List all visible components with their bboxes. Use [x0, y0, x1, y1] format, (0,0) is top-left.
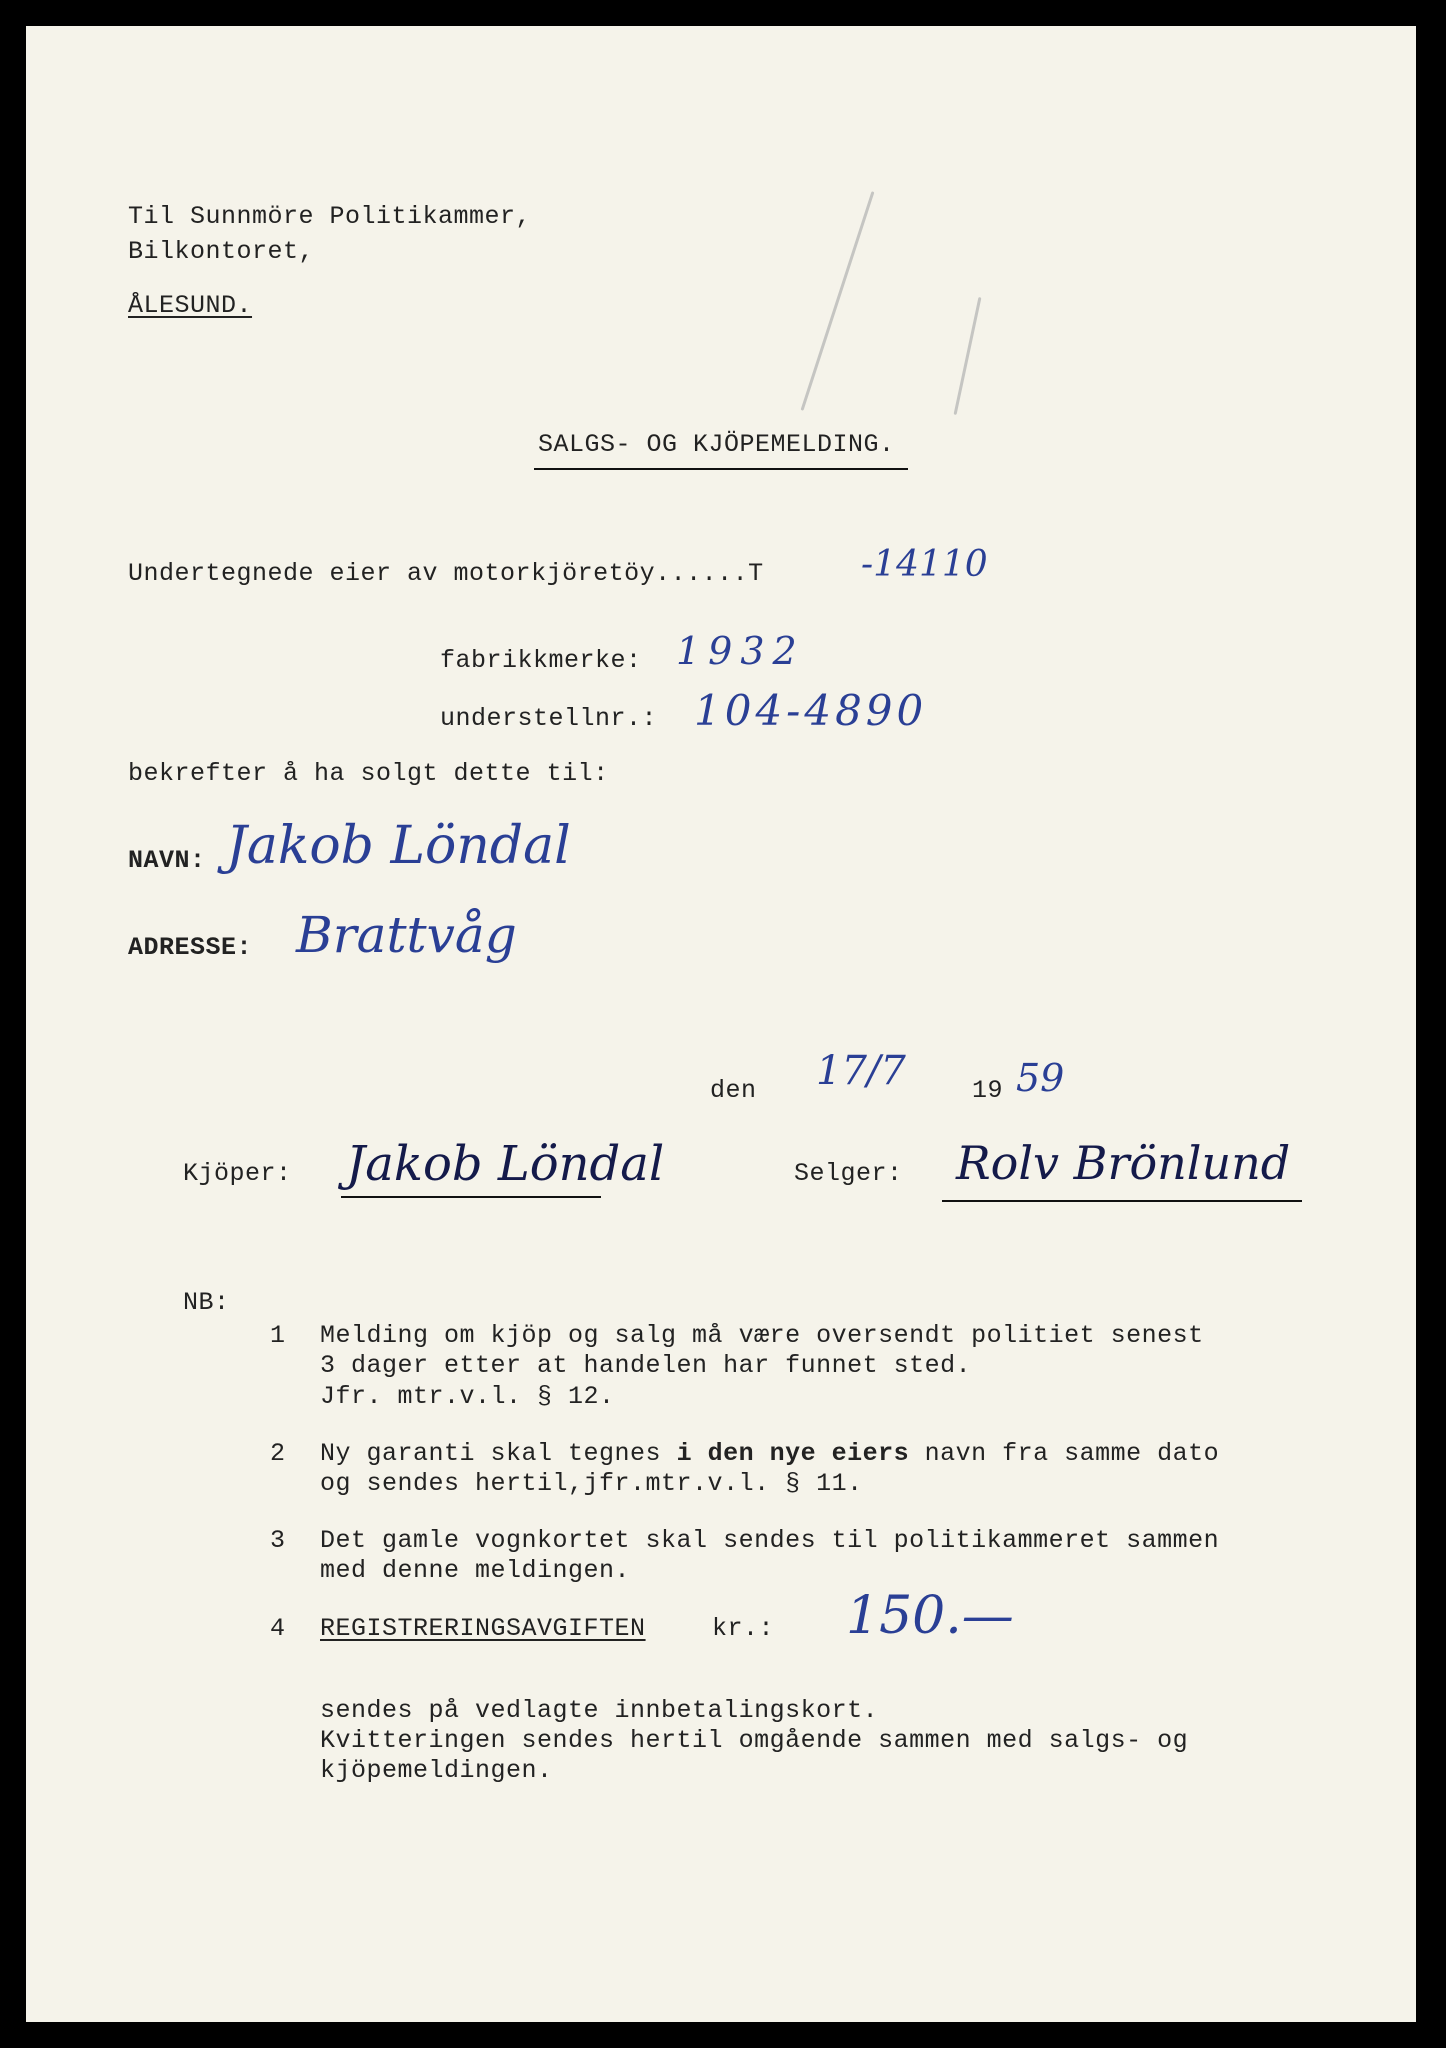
note-text: Ny garanti skal tegnes — [320, 1439, 677, 1468]
note-line — [320, 1439, 1219, 1468]
date-year-suffix: 59 — [1016, 1056, 1065, 1100]
footer-line: sendes på vedlagte innbetalingskort. — [320, 1696, 879, 1725]
confirm-text: bekrefter å ha solgt dette til: — [128, 759, 609, 788]
note-number: 1 — [270, 1321, 286, 1350]
footer-line: Kvitteringen sendes hertil omgående sammen med salgs- og — [320, 1726, 1189, 1755]
note-line: og sendes hertil,jfr.mtr.v.l. § 11. — [320, 1469, 863, 1498]
note-text: navn fra samme dato — [909, 1439, 1220, 1468]
date-day-month: 17/7 — [816, 1048, 906, 1094]
note-line: Jfr. mtr.v.l. § 12. — [320, 1382, 615, 1411]
fee-unit: kr.: — [712, 1614, 775, 1643]
note-number: 3 — [270, 1526, 286, 1555]
date-year-prefix: 19 — [972, 1076, 1004, 1105]
make-value: 1932 — [676, 629, 805, 673]
note-line: Det gamle vognkortet skal sendes til politikammeret sammen — [320, 1526, 1220, 1555]
seller-signature-line — [942, 1200, 1302, 1202]
note-line: med denne meldingen. — [320, 1556, 631, 1585]
note-number: 4 — [270, 1614, 286, 1643]
reg-number: -14110 — [861, 544, 988, 585]
notes-label: NB: — [183, 1288, 230, 1317]
title-underline — [534, 468, 908, 470]
address-label: ADRESSE: — [128, 933, 253, 962]
footer-line: kjöpemeldingen. — [320, 1756, 553, 1785]
note-line: Melding om kjöp og salg må være oversendt politiet senest — [320, 1321, 1204, 1350]
date-label: den — [710, 1076, 757, 1105]
buyer-signature: Jakob Löndal — [346, 1136, 665, 1192]
note-number: 2 — [270, 1439, 286, 1468]
fee-label: REGISTRERINGSAVGIFTEN — [320, 1614, 646, 1643]
name-value: Jakob Löndal — [226, 816, 571, 876]
chassis-label: understellnr.: — [440, 704, 658, 733]
buyer-signature-line — [341, 1196, 601, 1198]
addressee-line-1: Til Sunnmöre Politikammer, — [128, 202, 532, 231]
seller-label: Selger: — [794, 1159, 903, 1188]
make-label: fabrikkmerke: — [440, 646, 642, 675]
pencil-mark — [954, 297, 982, 415]
fee-value: 150.— — [846, 1586, 1014, 1646]
owner-label: Undertegnede eier av motorkjöretöy......T — [128, 559, 764, 588]
document-title: SALGS- OG KJÖPEMELDING. — [538, 430, 895, 459]
chassis-value: 104-4890 — [694, 686, 928, 735]
document-page — [26, 26, 1416, 2022]
address-value: Brattvåg — [296, 906, 517, 964]
note-bold-text: i den nye eiers — [676, 1439, 910, 1468]
addressee-city: ÅLESUND. — [128, 291, 253, 320]
name-label: NAVN: — [128, 846, 206, 875]
note-line: 3 dager etter at handelen har funnet sted. — [320, 1351, 972, 1380]
pencil-mark — [801, 191, 875, 411]
addressee-line-2: Bilkontoret, — [128, 237, 315, 266]
seller-signature: Rolv Brönlund — [956, 1136, 1291, 1190]
buyer-label: Kjöper: — [183, 1159, 292, 1188]
